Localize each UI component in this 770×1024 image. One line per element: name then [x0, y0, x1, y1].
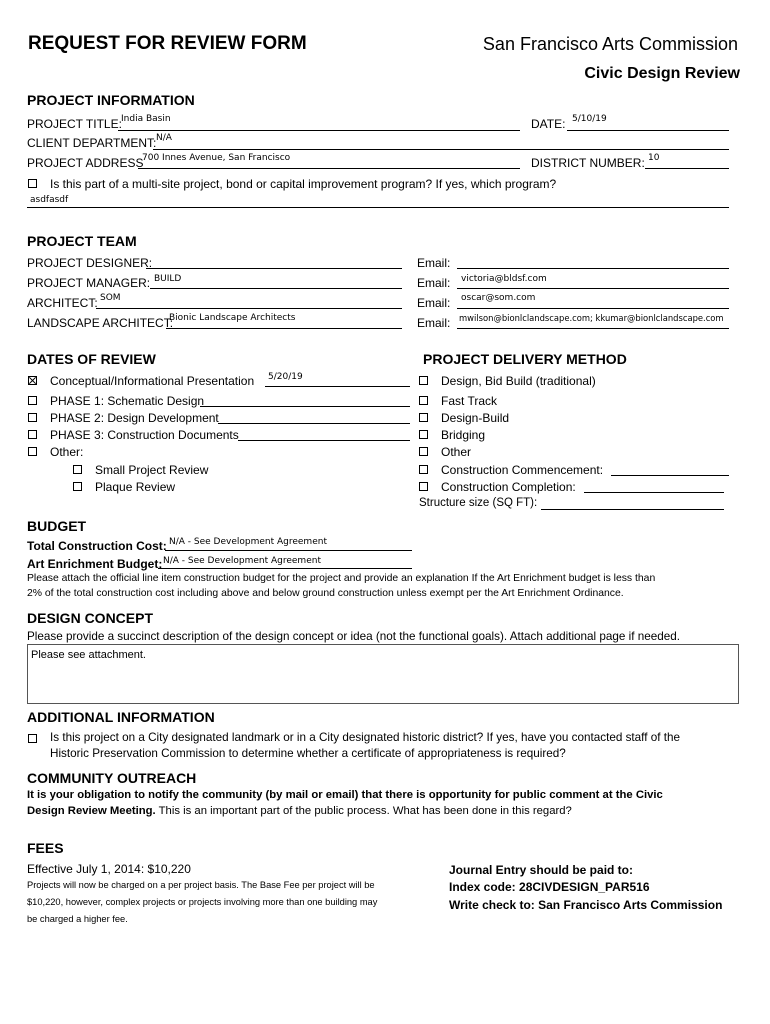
architect-email-line: [457, 308, 729, 309]
conceptual-checkbox[interactable]: [28, 376, 37, 385]
conceptual-label: Conceptual/Informational Presentation: [50, 374, 255, 388]
project-designer-line: [146, 268, 402, 269]
dbb-label: Design, Bid Build (traditional): [441, 374, 596, 388]
project-title-field[interactable]: India Basin: [121, 114, 171, 124]
design-concept-textarea[interactable]: [27, 644, 739, 704]
client-department-field[interactable]: N/A: [156, 133, 172, 143]
outreach-text-line-1: It is your obligation to notify the community (by mail or email) that there is opportunity for public comment at the Civic: [27, 789, 663, 801]
outreach-text-line-2: [27, 805, 572, 817]
architect-field[interactable]: SOM: [100, 293, 121, 303]
phase3-checkbox[interactable]: [28, 430, 37, 439]
total-construction-cost-label: Total Construction Cost:: [27, 539, 167, 553]
landscape-email-label: Email:: [417, 316, 451, 330]
landscape-email-line: [457, 328, 729, 329]
phase2-checkbox[interactable]: [28, 413, 37, 422]
conceptual-line: [265, 386, 410, 387]
small-project-checkbox[interactable]: [73, 465, 82, 474]
architect-email-field[interactable]: oscar@som.com: [461, 293, 536, 303]
commencement-line: [611, 475, 729, 476]
project-address-field[interactable]: 700 Innes Avenue, San Francisco: [142, 153, 291, 163]
outreach-bold-part: Design Review Meeting.: [27, 805, 156, 817]
manager-email-label: Email:: [417, 276, 451, 290]
architect-label: ARCHITECT:: [27, 296, 98, 310]
multi-site-question: Is this part of a multi-site project, bond or capital improvement program? If yes, which program?: [50, 177, 557, 191]
fast-track-label: Fast Track: [441, 394, 498, 408]
design-build-checkbox[interactable]: [419, 413, 428, 422]
project-manager-label: PROJECT MANAGER:: [27, 276, 151, 290]
commencement-label: Construction Commencement:: [441, 463, 604, 477]
fees-effective: Effective July 1, 2014: $10,220: [27, 862, 191, 876]
phase2-label: PHASE 2: Design Development: [50, 411, 219, 425]
delivery-method-heading: PROJECT DELIVERY METHOD: [423, 351, 627, 367]
dbb-checkbox[interactable]: [419, 376, 428, 385]
manager-email-field[interactable]: victoria@bldsf.com: [461, 274, 547, 284]
art-enrichment-budget-line: [158, 568, 412, 569]
budget-note-line-2: 2% of the total construction cost including above and below ground construction unless exempt per the Art Enrichment Ordinance.: [27, 588, 624, 599]
community-outreach-heading: COMMUNITY OUTREACH: [27, 770, 197, 786]
completion-label: Construction Completion:: [441, 480, 576, 494]
art-enrichment-budget-field[interactable]: N/A - See Development Agreement: [163, 556, 321, 566]
other-review-label: Other:: [50, 445, 84, 459]
historic-checkbox[interactable]: [28, 734, 37, 743]
outreach-normal-part: This is an important part of the public process. What has been done in this regard?: [155, 805, 572, 817]
design-concept-instruction: Please provide a succinct description of the design concept or idea (not the functional goals). Attach additional page if needed.: [27, 630, 680, 643]
date-label: DATE:: [531, 117, 566, 131]
commencement-checkbox[interactable]: [419, 465, 428, 474]
phase3-label: PHASE 3: Construction Documents: [50, 428, 239, 442]
phase1-label: PHASE 1: Schematic Design: [50, 394, 205, 408]
bridging-label: Bridging: [441, 428, 486, 442]
phase2-line: [218, 423, 410, 424]
index-code: Index code: 28CIVDESIGN_PAR516: [449, 880, 650, 894]
landscape-architect-field[interactable]: Bionic Landscape Architects: [169, 313, 296, 323]
design-concept-heading: DESIGN CONCEPT: [27, 610, 154, 626]
other-review-checkbox[interactable]: [28, 447, 37, 456]
structure-size-label: Structure size (SQ FT):: [419, 497, 538, 509]
project-manager-field[interactable]: BUILD: [154, 274, 182, 284]
phase1-checkbox[interactable]: [28, 396, 37, 405]
completion-line: [584, 492, 724, 493]
fees-heading: FEES: [27, 840, 64, 856]
project-address-label: PROJECT ADDRESS: [27, 156, 144, 170]
additional-information-heading: ADDITIONAL INFORMATION: [27, 709, 215, 725]
fees-description-line-2: $10,220, however, complex projects or projects involving more than one building may: [27, 897, 378, 907]
budget-note-line-1: Please attach the official line item construction budget for the project and provide an explanation If the Art Enrichment budget is less than: [27, 573, 656, 584]
manager-email-line: [457, 288, 729, 289]
district-number-line: [645, 168, 729, 169]
journal-entry-label: Journal Entry should be paid to:: [449, 863, 634, 877]
plaque-review-checkbox[interactable]: [73, 482, 82, 491]
art-enrichment-budget-label: Art Enrichment Budget:: [27, 557, 163, 571]
project-designer-label: PROJECT DESIGNER:: [27, 256, 153, 270]
project-team-heading: PROJECT TEAM: [27, 233, 137, 249]
multi-site-checkbox[interactable]: [28, 179, 37, 188]
client-department-label: CLIENT DEPARTMENT:: [27, 136, 157, 150]
client-department-line: [153, 149, 729, 150]
design-concept-value: Please see attachment.: [31, 649, 146, 661]
fast-track-checkbox[interactable]: [419, 396, 428, 405]
landscape-email-field[interactable]: mwilson@bionlclandscape.com; kkumar@bionlclandscape.com: [459, 313, 724, 323]
multi-site-program-field[interactable]: asdfasdf: [30, 195, 69, 205]
total-construction-cost-line: [165, 550, 412, 551]
project-manager-line: [150, 288, 402, 289]
form-subtitle: Civic Design Review: [584, 65, 740, 82]
total-construction-cost-field[interactable]: N/A - See Development Agreement: [169, 537, 327, 547]
fees-description-line-3: be charged a higher fee.: [27, 914, 128, 924]
project-title-line: [118, 130, 520, 131]
plaque-review-label: Plaque Review: [95, 480, 176, 494]
dates-of-review-heading: DATES OF REVIEW: [27, 351, 156, 367]
fees-description-line-1: Projects will now be charged on a per project basis. The Base Fee per project will be: [27, 880, 375, 890]
structure-size-line: [541, 509, 724, 510]
write-check-to: Write check to: San Francisco Arts Commission: [449, 898, 723, 912]
project-title-label: PROJECT TITLE:: [27, 117, 122, 131]
bridging-checkbox[interactable]: [419, 430, 428, 439]
design-build-label: Design-Build: [441, 411, 510, 425]
project-information-heading: PROJECT INFORMATION: [27, 92, 195, 108]
multi-site-line: [27, 207, 729, 208]
date-line: [567, 130, 729, 131]
district-number-label: DISTRICT NUMBER:: [531, 156, 645, 170]
date-field[interactable]: 5/10/19: [572, 114, 607, 124]
project-address-line: [138, 168, 520, 169]
designer-email-label: Email:: [417, 256, 451, 270]
completion-checkbox[interactable]: [419, 482, 428, 491]
landscape-architect-line: [166, 328, 402, 329]
historic-question-line-2: Historic Preservation Commission to determine whether a certificate of appropriateness is required?: [50, 747, 566, 760]
designer-email-line: [457, 268, 729, 269]
phase1-line: [200, 406, 410, 407]
budget-heading: BUDGET: [27, 518, 87, 534]
landscape-architect-label: LANDSCAPE ARCHITECT:: [27, 316, 174, 330]
conceptual-date-field[interactable]: 5/20/19: [268, 372, 303, 382]
district-number-field[interactable]: 10: [648, 153, 660, 163]
other-delivery-checkbox[interactable]: [419, 447, 428, 456]
architect-email-label: Email:: [417, 296, 451, 310]
small-project-label: Small Project Review: [95, 463, 209, 477]
architect-line: [96, 308, 402, 309]
historic-question-line-1: Is this project on a City designated landmark or in a City designated historic district? If yes, have you contacted staff of the: [50, 731, 680, 744]
form-title: REQUEST FOR REVIEW FORM: [28, 33, 307, 54]
phase3-line: [238, 440, 410, 441]
other-delivery-label: Other: [441, 445, 472, 459]
organization-name: San Francisco Arts Commission: [482, 34, 738, 54]
